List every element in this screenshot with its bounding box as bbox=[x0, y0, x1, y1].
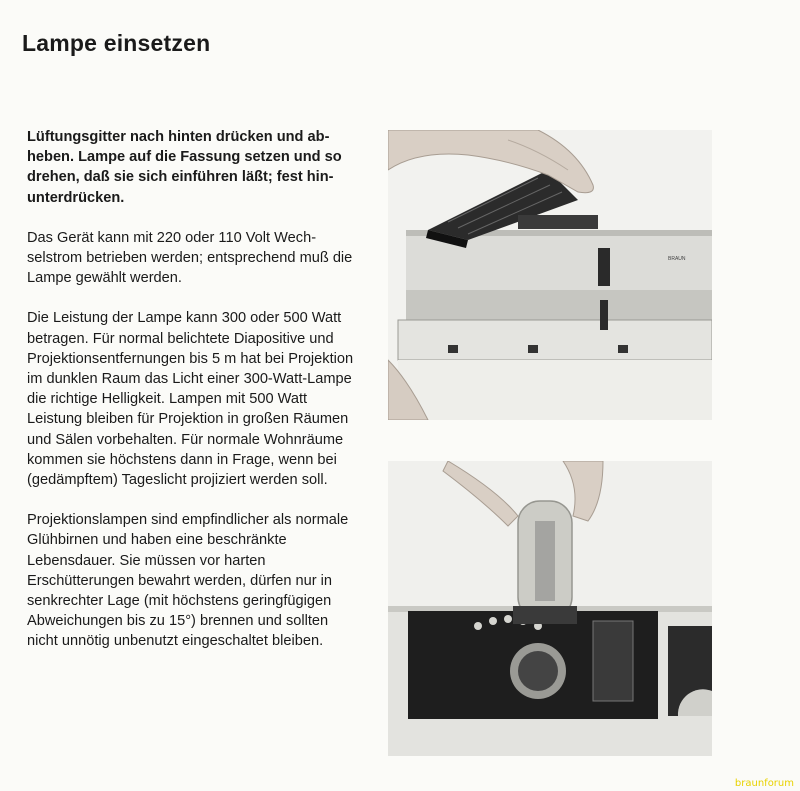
lead-paragraph: Lüftungsgitter nach hinten drücken und abheben. Lampe auf die Fassung setzen und so drehen, daß sie sich einführen läßt; fest hinunterdrücken. bbox=[27, 129, 342, 206]
wattage-paragraph: Die Leistung der Lampe kann 300 oder 500 Watt betragen. Für normal belichtete Diapositive und Projektionsentfernungen bis 5 m hat bei Projektion im dunklen Raum das Licht einer 300-Watt-Lampe die richtige Helligkeit. Lampen mit 500 Watt Leistung bleiben für Projektion in großen Räumen und Sälen vorbehalten. Für normale Wohnräume kommen sie höchstens dann in Frage, wenn bei (gedämpftem) Tageslicht projiziert werden soll. bbox=[27, 310, 354, 489]
page-title: Lampe einsetzen bbox=[22, 30, 211, 56]
body-text bbox=[27, 127, 362, 672]
brand-label: BRAUN bbox=[668, 256, 686, 262]
voltage-paragraph: Das Gerät kann mit 220 oder 110 Volt Wechselstrom betrieben werden; entsprechend muß die Lampe gewählt werden. bbox=[27, 229, 353, 287]
photo-grille-removal bbox=[388, 130, 712, 420]
care-paragraph: Projektionslampen sind empfindlicher als normale Glühbirnen und haben eine beschränkte Lebensdauer. Sie müssen vor harten Erschütterungen bewahrt werden, dürfen nur in senkrechter Lage (mit höchstens geringfügigen Abweichungen bis zu 15°) brennen und sollten nicht unnötig unbenutzt eingeschaltet bleiben. bbox=[27, 512, 349, 650]
watermark: braunforum bbox=[734, 778, 794, 789]
photo-lamp-insertion bbox=[388, 461, 712, 756]
